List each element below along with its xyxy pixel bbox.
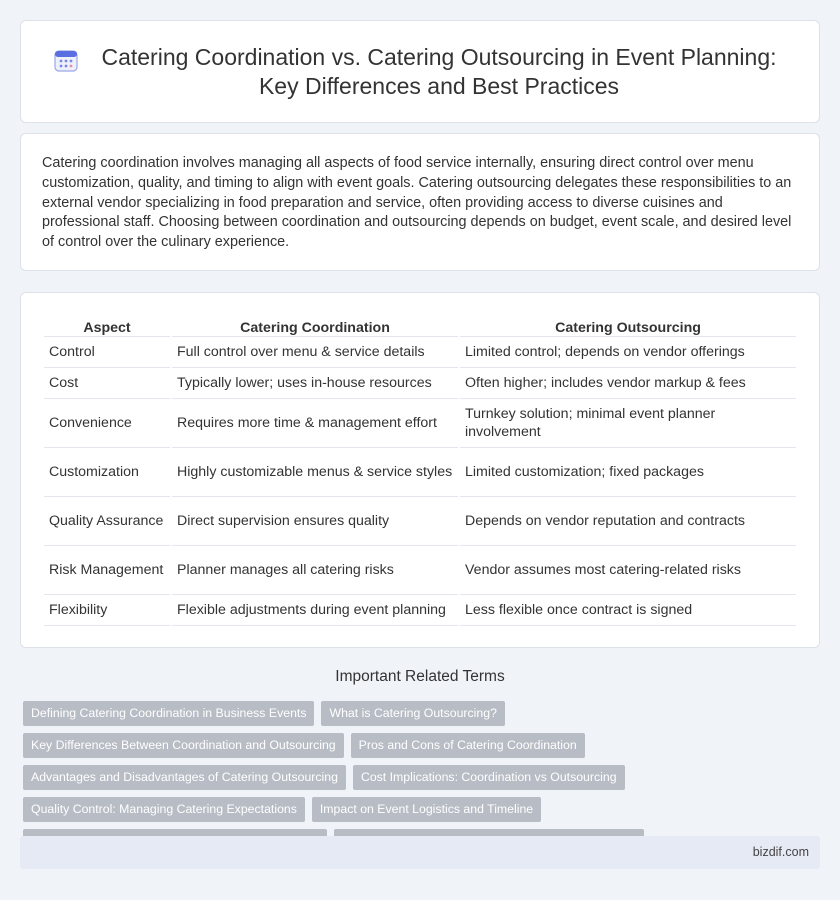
title-line-2: Key Differences and Best Practices	[258, 73, 620, 99]
intro-paragraph: Catering coordination involves managing all aspects of food service internally, ensuring direct control over menu customization, quality, and timing to align with event goals. Catering outsourcing delegates these responsibilities to an external vendor specializing in food preparation and service, often providing access to diverse cuisines and professional staff. Choosing between coordination and outsourcing depends on budget, event scale, and desired level of control over the culinary experience.	[42, 155, 792, 251]
related-term-chip[interactable]: What is Catering Outsourcing?	[321, 701, 504, 726]
header-aspect: Aspect	[44, 315, 170, 337]
cell-coordination: Typically lower; uses in-house resources	[172, 368, 458, 399]
cell-aspect: Control	[44, 337, 170, 368]
cell-aspect: Quality Assurance	[44, 497, 170, 546]
cell-coordination: Highly customizable menus & service styles	[172, 448, 458, 497]
table-row	[44, 546, 796, 595]
header-card	[20, 20, 820, 123]
site-link[interactable]: bizdif.com	[752, 845, 809, 859]
table-row	[44, 448, 796, 497]
comparison-card	[20, 292, 820, 648]
cell-outsourcing: Limited customization; fixed packages	[460, 448, 796, 497]
calendar-icon	[53, 47, 79, 73]
cell-aspect: Risk Management	[44, 546, 170, 595]
footer-bar	[20, 836, 820, 869]
related-term-chip[interactable]: Quality Control: Managing Catering Expectations	[23, 797, 305, 822]
page-title	[79, 43, 799, 101]
related-term-chip[interactable]: Key Differences Between Coordination and Outsourcing	[23, 733, 344, 758]
cell-outsourcing: Depends on vendor reputation and contracts	[460, 497, 796, 546]
cell-outsourcing: Turnkey solution; minimal event planner involvement	[460, 399, 796, 448]
title-line-1: Catering Coordination vs. Catering Outsourcing in Event Planning:	[101, 44, 777, 70]
table-row	[44, 595, 796, 626]
cell-outsourcing: Often higher; includes vendor markup & fees	[460, 368, 796, 399]
table-row	[44, 399, 796, 448]
table-row	[44, 497, 796, 546]
related-term-chip[interactable]: Defining Catering Coordination in Business Events	[23, 701, 314, 726]
cell-coordination: Direct supervision ensures quality	[172, 497, 458, 546]
cell-coordination: Requires more time & management effort	[172, 399, 458, 448]
related-term-chip[interactable]: Cost Implications: Coordination vs Outsourcing	[353, 765, 625, 790]
related-term-chip[interactable]: Advantages and Disadvantages of Catering Outsourcing	[23, 765, 346, 790]
comparison-table	[42, 315, 798, 626]
cell-coordination: Planner manages all catering risks	[172, 546, 458, 595]
table-header-row	[44, 315, 796, 337]
cell-aspect: Flexibility	[44, 595, 170, 626]
cell-coordination: Full control over menu & service details	[172, 337, 458, 368]
related-term-chip[interactable]: Impact on Event Logistics and Timeline	[312, 797, 541, 822]
cell-outsourcing: Limited control; depends on vendor offerings	[460, 337, 796, 368]
cell-aspect: Cost	[44, 368, 170, 399]
intro-card	[20, 133, 820, 271]
table-row	[44, 368, 796, 399]
cell-outsourcing: Vendor assumes most catering-related risks	[460, 546, 796, 595]
header-coordination: Catering Coordination	[172, 315, 458, 337]
cell-outsourcing: Less flexible once contract is signed	[460, 595, 796, 626]
cell-aspect: Convenience	[44, 399, 170, 448]
related-term-chip[interactable]: Pros and Cons of Catering Coordination	[351, 733, 585, 758]
cell-aspect: Customization	[44, 448, 170, 497]
header-outsourcing: Catering Outsourcing	[460, 315, 796, 337]
table-row	[44, 337, 796, 368]
cell-coordination: Flexible adjustments during event planning	[172, 595, 458, 626]
related-terms-heading: Important Related Terms	[335, 668, 505, 685]
